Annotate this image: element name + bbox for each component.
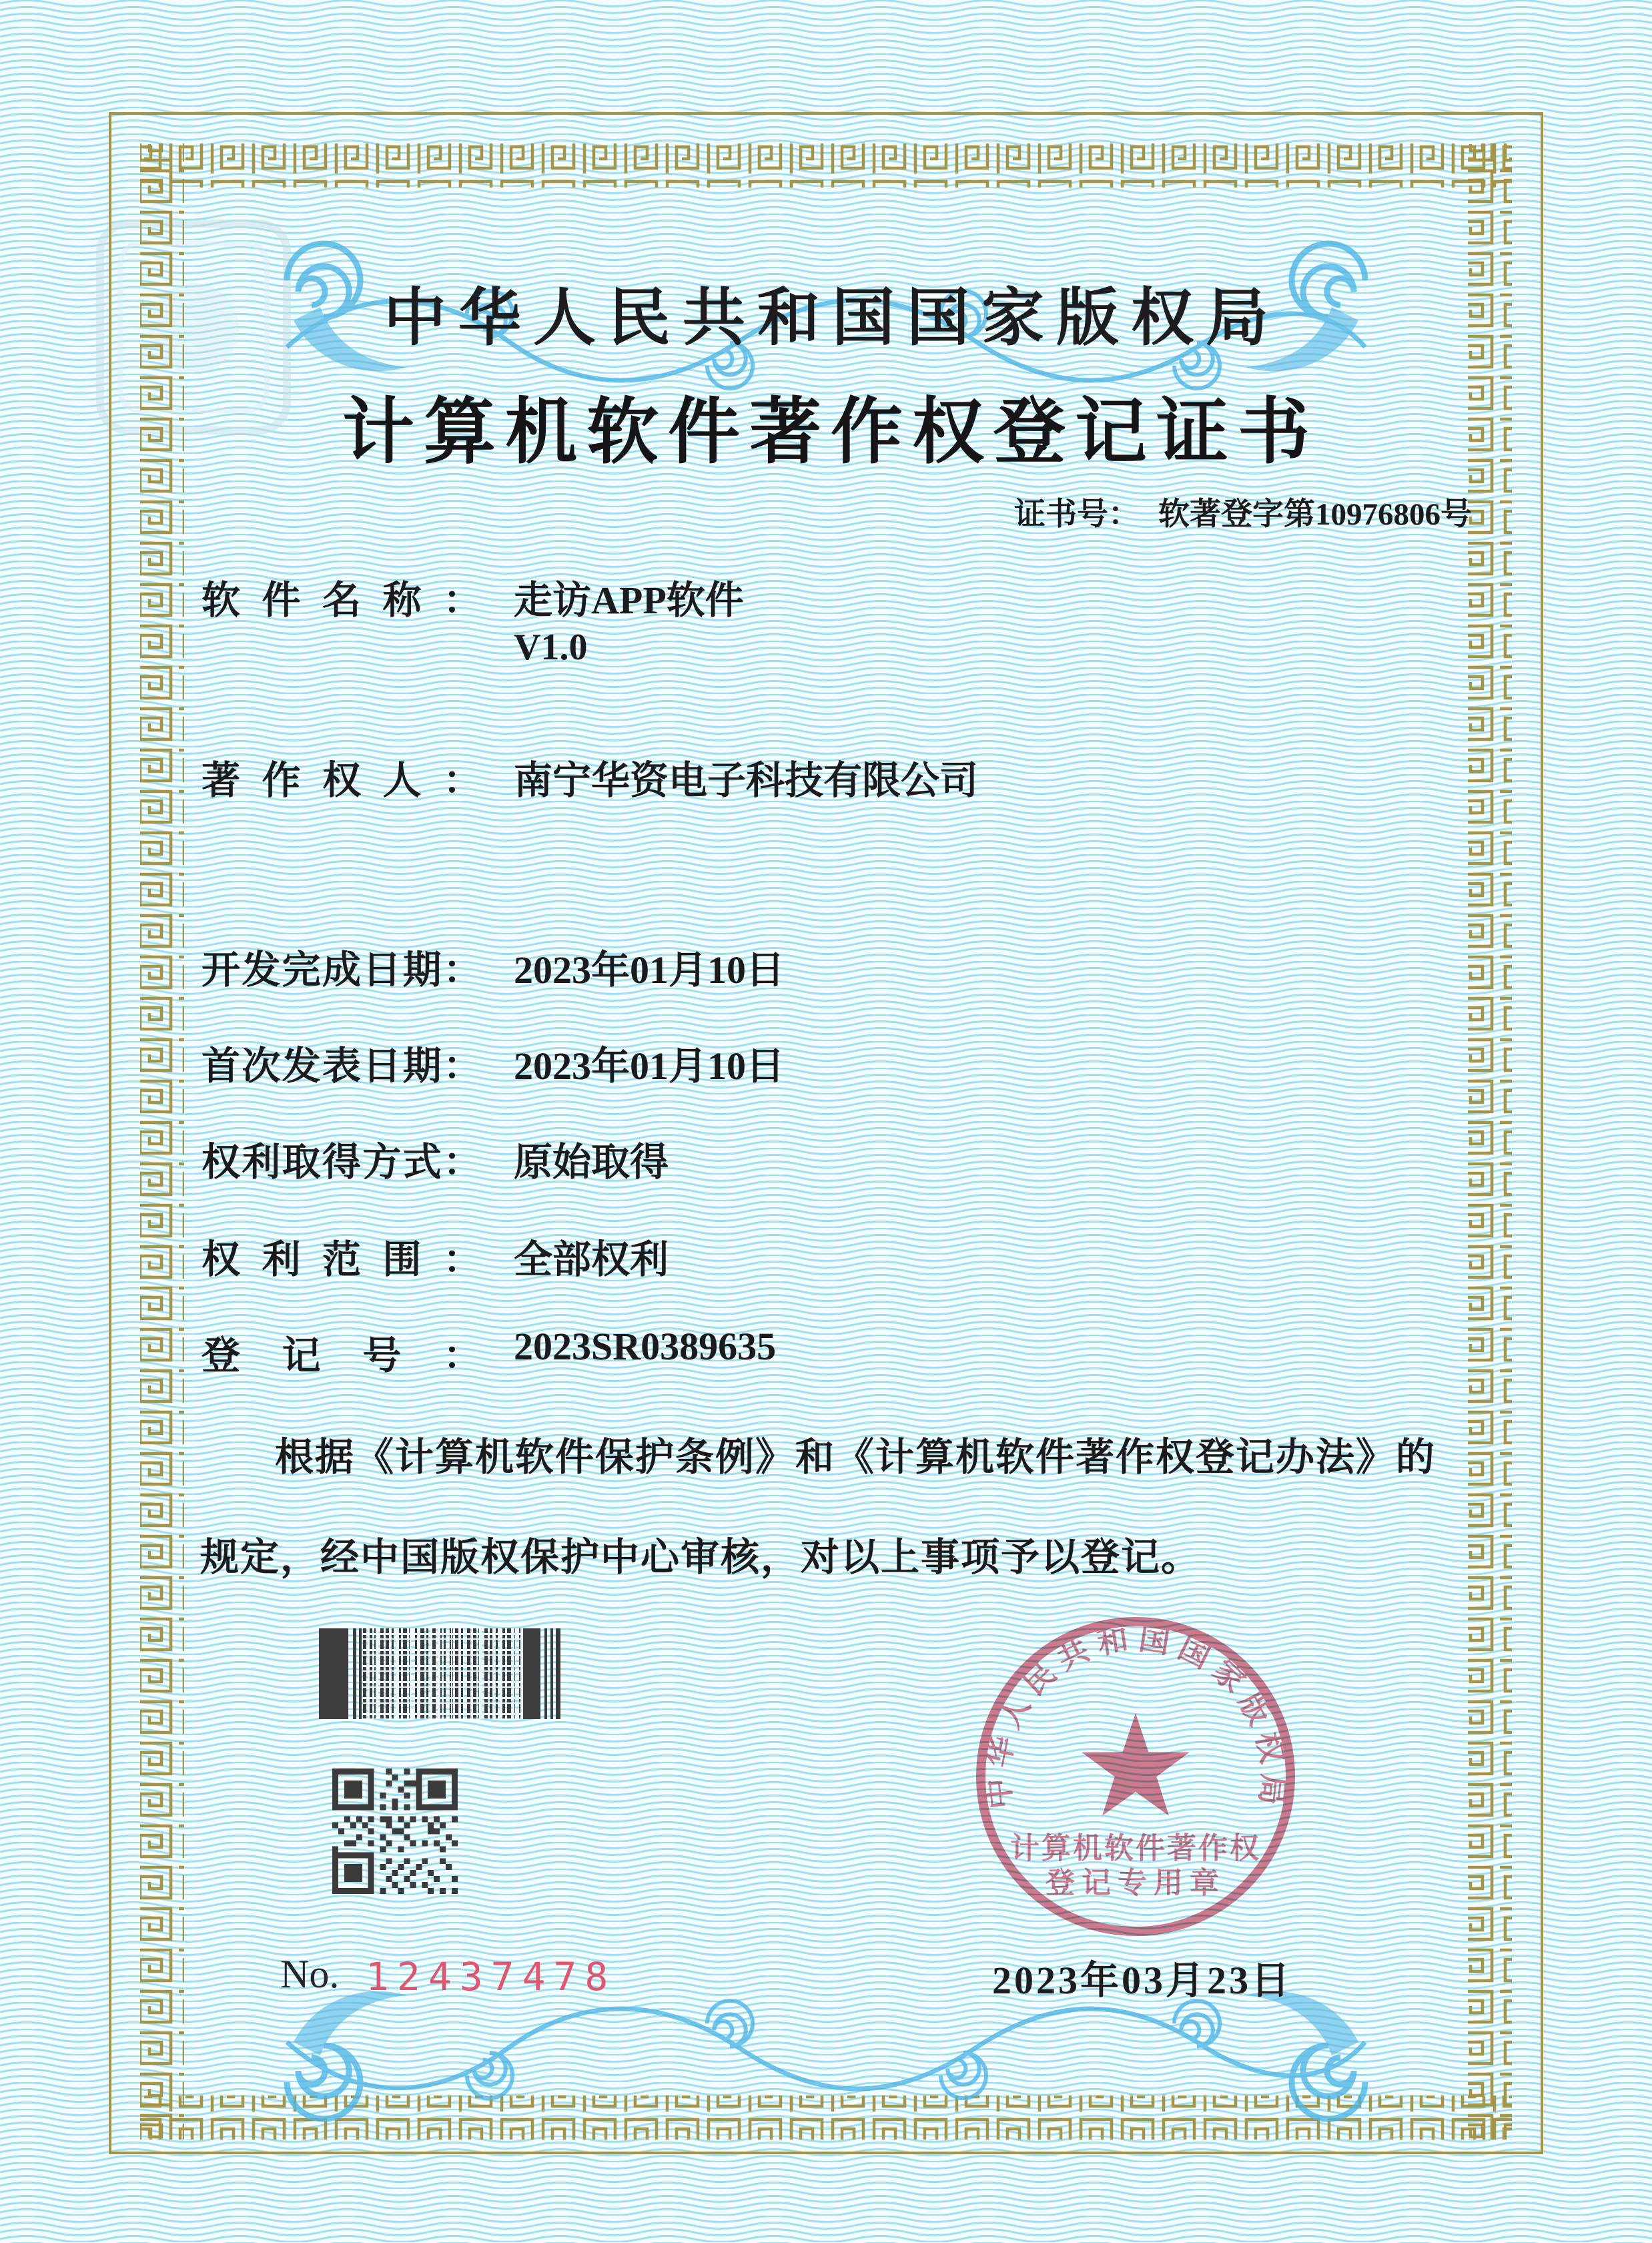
serial-number-value: 12437478 <box>366 1954 616 1999</box>
field-label: 著作权人： <box>201 759 482 802</box>
certificate-number-line <box>1014 489 1472 534</box>
statement-line-2: 规定，经中国版权保护中心审核，对以上事项予以登记。 <box>200 1536 1202 1579</box>
certificate-number-label: 证书号： <box>1014 497 1140 532</box>
field-label: 权利范围： <box>201 1238 482 1281</box>
field-value: 原始取得 <box>514 1141 669 1184</box>
field-value: 2023SR0389635 <box>514 1325 777 1368</box>
field-label: 软件名称： <box>201 579 482 622</box>
corner-flourish-bottom-right <box>1245 1991 1365 2119</box>
statement-line-1: 根据《计算机软件保护条例》和《计算机软件著作权登记办法》的 <box>275 1435 1436 1479</box>
field-development-completed-date <box>201 938 785 994</box>
pdf417-barcode <box>319 1628 560 1719</box>
field-first-publication-date <box>201 1034 785 1090</box>
field-rights-scope <box>201 1228 669 1284</box>
serial-number-label: No. <box>280 1952 340 1996</box>
certificate-title: 计算机软件著作权登记证书 <box>342 393 1319 472</box>
seal-line-1: 计算机软件著作权 <box>1010 1832 1261 1865</box>
qr-code <box>332 1769 458 1894</box>
field-label: 权利取得方式： <box>201 1141 482 1184</box>
issue-date: 2023年03月23日 <box>991 1959 1292 2002</box>
seal-star-icon <box>1082 1713 1190 1816</box>
field-software-version: V1.0 <box>514 627 588 668</box>
seal-line-2: 登记专用章 <box>1046 1867 1226 1899</box>
issuer-title: 中华人民共和国国家版权局 <box>383 284 1280 353</box>
field-value: 走访APP软件 <box>514 579 744 622</box>
field-copyright-owner <box>201 749 979 805</box>
field-value: 2023年01月10日 <box>514 948 785 992</box>
field-registration-number <box>201 1324 777 1380</box>
seal-ring-text: 中华人民共和国国家版权局 <box>980 1621 1291 1811</box>
field-label: 首次发表日期： <box>201 1044 482 1088</box>
red-star-seal <box>969 1610 1302 1943</box>
field-software-name <box>201 569 744 625</box>
field-value: 2023年01月10日 <box>514 1044 785 1088</box>
certificate-number-value: 软著登字第10976806号 <box>1158 497 1472 532</box>
field-label: 登记号： <box>201 1334 482 1377</box>
field-rights-acquisition-method <box>201 1131 669 1187</box>
field-value: 全部权利 <box>514 1238 669 1281</box>
field-label: 开发完成日期： <box>201 948 482 992</box>
field-value: 南宁华资电子科技有限公司 <box>514 759 979 802</box>
bottom-garland-ornament <box>287 2001 1365 2098</box>
